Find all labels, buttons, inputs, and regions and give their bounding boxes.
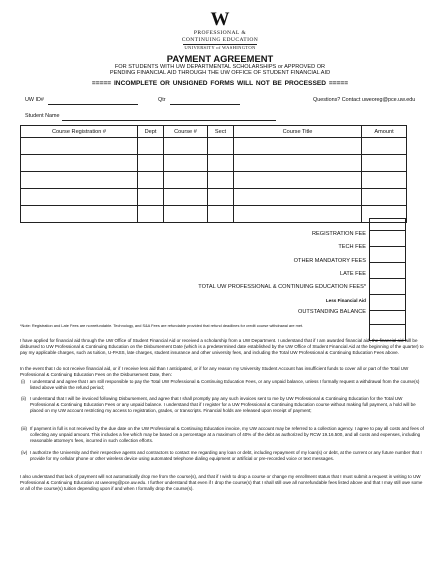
- table-cell[interactable]: [208, 155, 234, 172]
- student-name-label: Student Name: [25, 113, 60, 119]
- logo-line-professional: PROFESSIONAL &: [193, 30, 247, 36]
- student-name-field[interactable]: [62, 120, 276, 121]
- col-header-course-registration: Course Registration #: [21, 126, 138, 138]
- incomplete-forms-warning: ===== INCOMPLETE OR UNSIGNED FORMS WILL NOT BE PROCESSED =====: [91, 80, 349, 87]
- table-cell[interactable]: [234, 155, 362, 172]
- list-item-text: I authorize the University and their respective agents and contractors to contact me regarding any loan or debt, including repayment of my loan(s) or debt, at the current or any future number that I provide for my cellular phone or other wireless device using automated telephone dialing equipment or artificial or pre-recorded voice or text messages.: [30, 450, 422, 461]
- fee-label-other-mandatory: OTHER MANDATORY FEES: [293, 258, 366, 264]
- fee-label-late: LATE FEE: [339, 271, 366, 277]
- table-row: [21, 206, 407, 223]
- list-item-number: (iv): [21, 450, 28, 455]
- table-cell[interactable]: [164, 189, 208, 206]
- table-row: [21, 138, 407, 155]
- table-cell[interactable]: [362, 138, 407, 155]
- fee-label-outstanding-balance: OUTSTANDING BALANCE: [298, 309, 366, 315]
- amount-cell-other-mandatory-fees[interactable]: [370, 263, 406, 279]
- list-item-text: I understand and agree that I am still responsible to pay the Total UW Professional & Continuing Education Fees, or any unpaid balance, unless I formally request a withdrawal from the course(s) listed above within the refund period;: [30, 379, 420, 390]
- amount-cell-late-fee[interactable]: [370, 279, 406, 295]
- financial-aid-paragraph: I have applied for financial aid through the UW Office of Student Financial Aid or received a scholarship from a UW Department. I understand that if I am awarded financial aid, the financial aid will be disbursed to UW Professional & Continuing Education on the Disbursement Date (which is a predetermined date established by the UW Office of Student Financial Aid at the beginning of the quarter) to pay my applicable charges, such as tuition, U-PASS, late charges, student insurance and other university fees, and including the Total UW Professional & Continuing Education Fees above.: [20, 338, 424, 355]
- course-registration-table: [20, 125, 407, 223]
- amount-cell-spacer: [370, 219, 406, 231]
- table-cell[interactable]: [21, 172, 138, 189]
- uw-logo-letter: W: [210, 9, 230, 30]
- col-header-sect: Sect: [208, 126, 234, 138]
- table-cell[interactable]: [208, 189, 234, 206]
- qtr-label: Qtr: [158, 97, 166, 103]
- list-item: [20, 450, 425, 462]
- table-cell[interactable]: [138, 189, 164, 206]
- fees-note: *Note: Registration and Late Fees are nonrefundable. Technology, and S&A Fees are refundable provided that refund deadlines for credit course withdrawal are met.: [20, 323, 304, 328]
- table-cell[interactable]: [138, 155, 164, 172]
- drop-policy-paragraph: I also understand that lack of payment will not automatically drop me from the course(s), and that if I wish to drop a course or change my enrollment status that I must submit a request in writing to UW Professional & Continuing Education at uweoreg@pce.uw.edu. I further understand that even if I drop the course(s) that I shall still owe all nonrefundable fees listed above and that I may still owe some or all of the course(s) tuition depending upon if and when I formally drop the course(s).: [20, 474, 423, 491]
- table-cell[interactable]: [234, 138, 362, 155]
- table-cell[interactable]: [234, 206, 362, 223]
- list-item-number: (iii): [21, 426, 28, 431]
- table-cell[interactable]: [138, 172, 164, 189]
- table-cell[interactable]: [362, 155, 407, 172]
- amount-cell-registration-fee[interactable]: [370, 231, 406, 247]
- table-row: [21, 155, 407, 172]
- col-header-course-number: Course #: [164, 126, 208, 138]
- table-cell[interactable]: [362, 172, 407, 189]
- page-title: PAYMENT AGREEMENT: [166, 53, 274, 64]
- table-header-row: [21, 126, 407, 138]
- page-subtitle-2: PENDING FINANCIAL AID THROUGH THE UW OFFICE OF STUDENT FINANCIAL AID: [109, 70, 331, 76]
- table-cell[interactable]: [234, 189, 362, 206]
- logo-line-continuing-education: CONTINUING EDUCATION: [181, 37, 259, 43]
- list-item-number: (i): [21, 379, 26, 384]
- list-item-text: If payment in full is not received by the due date on the UW Professional & Continuing Education invoice, my UW account may be referred to a collection agency. I agree to pay all costs and fees of collecting any unpaid amount. This includes a fee which may be based on a percentage at a maximum of 40% of the debt as authorized by RCW 19.16.500, and all costs and expenses, including reasonable attorney's fees, incurred in such collection efforts.: [30, 426, 424, 443]
- table-cell[interactable]: [208, 172, 234, 189]
- list-item-number: (ii): [21, 396, 27, 401]
- fee-label-tech: TECH FEE: [338, 244, 366, 250]
- list-item: [20, 379, 425, 391]
- table-cell[interactable]: [362, 189, 407, 206]
- table-cell[interactable]: [164, 172, 208, 189]
- questions-contact-label: Questions? Contact uweoreg@pce.uw.edu: [313, 97, 416, 103]
- table-row: [21, 172, 407, 189]
- table-cell[interactable]: [164, 206, 208, 223]
- amount-cell-total-fees[interactable]: [370, 295, 406, 311]
- logo-line-university: UNIVERSITY of WASHINGTON: [184, 45, 256, 50]
- page-subtitle-1: FOR STUDENTS WITH UW DEPARTMENTAL SCHOLARSHIPS or APPROVED OR: [114, 64, 326, 70]
- fee-label-registration: REGISTRATION FEE: [312, 231, 366, 237]
- list-item: [20, 426, 425, 444]
- table-cell[interactable]: [21, 138, 138, 155]
- table-cell[interactable]: [21, 155, 138, 172]
- col-header-amount: Amount: [362, 126, 407, 138]
- table-cell[interactable]: [234, 172, 362, 189]
- table-cell[interactable]: [164, 138, 208, 155]
- fee-label-total: TOTAL UW PROFESSIONAL & CONTINUING EDUCATION FEES*: [198, 284, 366, 290]
- table-cell[interactable]: [208, 138, 234, 155]
- insufficient-funds-paragraph: In the event that I do not receive financial aid, or if I receive less aid than I anticipated, or if for any reason my University Student Account has insufficient funds to cover all or part of the Total UW Professional & Continuing Education Fees on the Disbursement Date, then:: [20, 366, 409, 377]
- table-cell[interactable]: [164, 155, 208, 172]
- table-cell[interactable]: [138, 206, 164, 223]
- uwid-field[interactable]: [48, 104, 138, 105]
- table-row: [21, 189, 407, 206]
- table-cell[interactable]: [21, 189, 138, 206]
- list-item: [20, 396, 425, 414]
- table-cell[interactable]: [138, 138, 164, 155]
- table-cell[interactable]: [21, 206, 138, 223]
- amount-cell-tech-fee[interactable]: [370, 247, 406, 263]
- col-header-course-title: Course Title: [234, 126, 362, 138]
- qtr-field[interactable]: [170, 104, 240, 105]
- list-item-text: I understand that I will be invoiced following Disbursement, and agree that I shall promptly pay any such invoices sent to me by UW Professional & Continuing Education for the Total UW Professional & Continuing Education Fees or any unpaid balance. I understand that if I register for a UW Professional & Continuing Education course without making full payment, a hold will be placed on my UW account restricting my access to registration, grades, or transcripts. Financial holds are released upon receipt of payment;: [30, 396, 416, 413]
- col-header-dept: Dept: [138, 126, 164, 138]
- table-cell[interactable]: [208, 206, 234, 223]
- uwid-label: UW ID#: [25, 97, 44, 103]
- fee-label-less-financial-aid: Less Financial Aid: [325, 298, 366, 303]
